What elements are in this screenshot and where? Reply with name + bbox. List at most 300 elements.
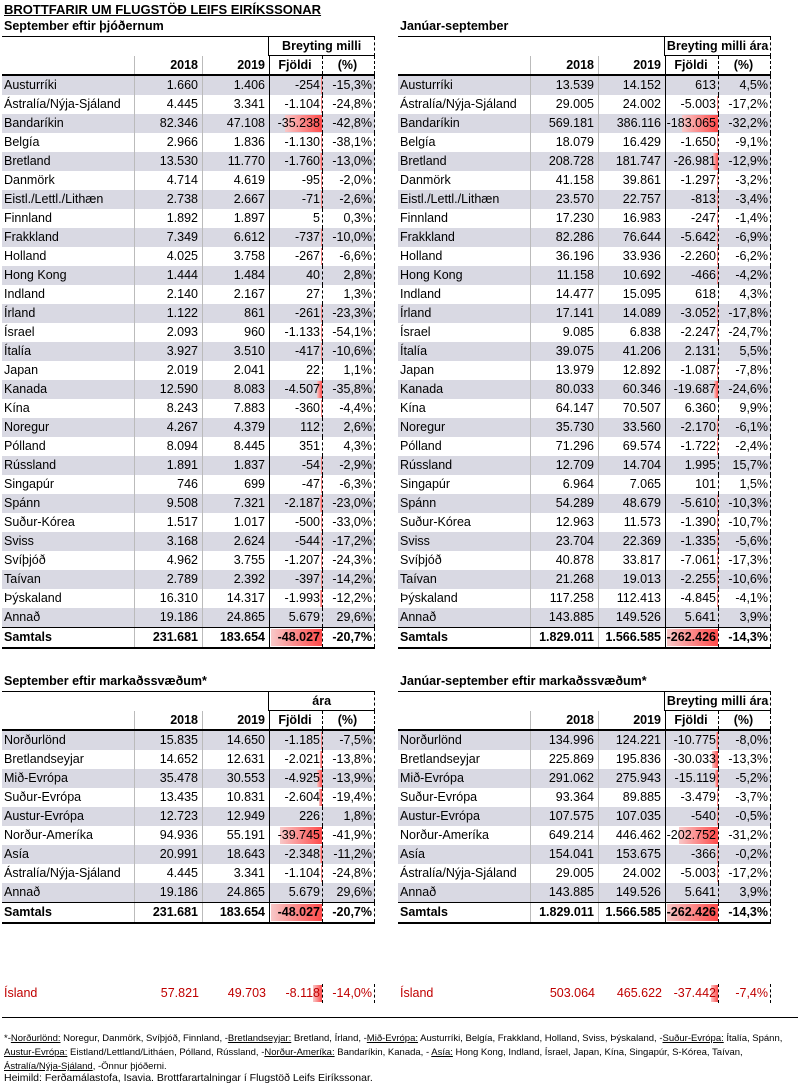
cell-name: Suður-Evrópa (2, 788, 135, 807)
cell-change-percent: -14,2% (323, 570, 375, 589)
cell-change-count-text: -35.238 (277, 116, 320, 130)
cell-value-2019: 699 (203, 475, 270, 494)
cell-change-bar (717, 305, 718, 322)
cell-name: Holland (398, 247, 531, 266)
cell-value-2019: 11.770 (203, 152, 270, 171)
cell-change-bar (717, 362, 718, 379)
cell-change-bar (717, 533, 718, 550)
table-row (2, 418, 375, 437)
cell-value-2019: 69.574 (599, 437, 666, 456)
cell-name: Ísrael (398, 323, 531, 342)
cell-value-2018: 14.477 (531, 285, 599, 304)
cell-value-2018: 94.936 (135, 826, 203, 845)
cell-change-bar (321, 172, 322, 189)
cell-value-2019: 124.221 (599, 731, 666, 750)
cell-name: Ástralía/Nýja-Sjáland (2, 864, 135, 883)
cell-name: Singapúr (2, 475, 135, 494)
cell-change-percent: 2,6% (323, 418, 375, 437)
cell-change-count (270, 570, 323, 589)
cell-value-2018: 154.041 (531, 845, 599, 864)
cell-change-bar (321, 134, 322, 151)
cell-change-bar (717, 191, 718, 208)
total-name: Samtals (2, 628, 135, 647)
table-row (2, 114, 375, 133)
cell-change-bar (320, 846, 322, 863)
cell-change-count (666, 114, 719, 133)
cell-value-2019: 7.883 (203, 399, 270, 418)
table-row (2, 589, 375, 608)
cell-name: Írland (2, 304, 135, 323)
header-2019: 2019 (203, 711, 270, 729)
cell-name: Þýskaland (398, 589, 531, 608)
cell-value-2019: 41.206 (599, 342, 666, 361)
cell-change-count-text: 2.131 (684, 344, 716, 358)
cell-value-2019: 6.838 (599, 323, 666, 342)
cell-change-count (666, 418, 719, 437)
cell-change-percent: 1,5% (719, 475, 771, 494)
cell-value-2018: 80.033 (531, 380, 599, 399)
cell-change-percent: -3,7% (719, 788, 771, 807)
cell-change-count (666, 152, 719, 171)
cell-change-percent: -2,0% (323, 171, 375, 190)
cell-value-2018: 143.885 (531, 608, 599, 627)
cell-change-bar (717, 789, 718, 806)
cell-change-count-text: -5.610 (680, 496, 716, 510)
cell-change-count (666, 750, 719, 769)
cell-value-2019: 149.526 (599, 883, 666, 902)
cell-change-count-text: -466 (690, 268, 716, 282)
cell-change-count-text: -813 (690, 192, 716, 206)
table-row (2, 769, 375, 788)
cell-change-percent: -24,8% (323, 95, 375, 114)
cell-change-bar (717, 419, 718, 436)
cell-name: Singapúr (398, 475, 531, 494)
cell-value-2019: 24.002 (599, 864, 666, 883)
cell-change-count (666, 845, 719, 864)
cell-change-percent: 4,5% (719, 76, 771, 95)
cell-value-2018: 20.991 (135, 845, 203, 864)
cell-name: Finnland (398, 209, 531, 228)
cell-value-2019: 960 (203, 323, 270, 342)
cell-value-2019: 22.369 (599, 532, 666, 551)
cell-value-2019: 6.612 (203, 228, 270, 247)
cell-value-2019: 33.936 (599, 247, 666, 266)
table-row (398, 361, 771, 380)
cell-change-count (270, 532, 323, 551)
cell-change-count (666, 807, 719, 826)
cell-name: Holland (2, 247, 135, 266)
cell-change-percent: 4,3% (323, 437, 375, 456)
cell-name: Asía (398, 845, 531, 864)
cell-value-2019: 1.484 (203, 266, 270, 285)
table-row (398, 589, 771, 608)
header-2018: 2018 (135, 711, 203, 729)
cell-change-count-text: -2.247 (680, 325, 716, 339)
header-group-row (398, 37, 771, 56)
cell-change-count (270, 380, 323, 399)
cell-change-count (270, 247, 323, 266)
cell-change-count-text: -2.255 (680, 572, 716, 586)
table-row (2, 266, 375, 285)
cell-name: Japan (2, 361, 135, 380)
cell-value-2019: 2.624 (203, 532, 270, 551)
cell-change-count (666, 864, 719, 883)
cell-change-count (270, 304, 323, 323)
cell-change-count-text: -540 (690, 809, 716, 823)
header-blank (398, 37, 665, 56)
cell-change-count-text: -1.760 (284, 154, 320, 168)
cell-change-percent: -12,2% (323, 589, 375, 608)
cell-value-2019: 16.983 (599, 209, 666, 228)
cell-change-percent: -17,2% (719, 864, 771, 883)
cell-change-count (666, 171, 719, 190)
cell-change-count-text: -360 (294, 401, 320, 415)
cell-change-bar (321, 77, 322, 94)
cell-value-2019: 7.065 (599, 475, 666, 494)
table-row (2, 190, 375, 209)
cell-change-percent: -10,6% (323, 342, 375, 361)
cell-value-2018: 2.019 (135, 361, 203, 380)
cell-name: Rússland (398, 456, 531, 475)
cell-name: Danmörk (398, 171, 531, 190)
cell-change-count (666, 570, 719, 589)
footnote-part: Bretland, Írland, - (291, 1033, 367, 1044)
cell-change-bar (717, 846, 718, 863)
cell-change-percent: -2,4% (719, 437, 771, 456)
cell-name: Spánn (2, 494, 135, 513)
cell-value-2019: 112.413 (599, 589, 666, 608)
cell-name: Mið-Evrópa (398, 769, 531, 788)
cell-name: Ísrael (2, 323, 135, 342)
cell-change-percent: 3,9% (719, 608, 771, 627)
cell-name: Eistl./Lettl./Lithæn (2, 190, 135, 209)
total-change-count (666, 903, 719, 922)
cell-value-2019: 39.861 (599, 171, 666, 190)
header-2018: 2018 (135, 56, 203, 74)
cell-change-count (666, 266, 719, 285)
cell-change-percent: 1,1% (323, 361, 375, 380)
header-count: Fjöldi (270, 56, 323, 74)
cell-value-2019: 2.041 (203, 361, 270, 380)
cell-value-2019: 8.445 (203, 437, 270, 456)
table-row (398, 133, 771, 152)
cell-change-percent: -24,3% (323, 551, 375, 570)
cell-change-bar (717, 324, 718, 341)
island-change-percent: -14,0% (323, 984, 375, 1003)
cell-change-count-text: -1.722 (680, 439, 716, 453)
cell-value-2018: 16.310 (135, 589, 203, 608)
cell-value-2018: 291.062 (531, 769, 599, 788)
cell-name: Þýskaland (2, 589, 135, 608)
cell-change-percent: -24,7% (719, 323, 771, 342)
cell-value-2018: 40.878 (531, 551, 599, 570)
cell-value-2018: 2.738 (135, 190, 203, 209)
cell-value-2018: 82.286 (531, 228, 599, 247)
cell-name: Ástralía/Nýja-Sjáland (2, 95, 135, 114)
cell-change-count (666, 494, 719, 513)
cell-change-percent: 3,9% (719, 883, 771, 902)
cell-value-2018: 7.349 (135, 228, 203, 247)
table-row (398, 190, 771, 209)
cell-value-2019: 1.837 (203, 456, 270, 475)
cell-value-2018: 39.075 (531, 342, 599, 361)
total-change-count-text: -48.027 (277, 630, 320, 644)
cell-name: Bandaríkin (2, 114, 135, 133)
cell-change-count (666, 513, 719, 532)
cell-change-count (666, 589, 719, 608)
cell-change-count-text: -1.133 (284, 325, 320, 339)
cell-value-2019: 1.897 (203, 209, 270, 228)
cell-change-percent: -5,2% (719, 769, 771, 788)
cell-change-count-text: -2.021 (284, 752, 320, 766)
cell-change-count-text: -7.061 (680, 553, 716, 567)
source-note: Heimild: Ferðamálastofa, Isavia. Brottfarartalningar í Flugstöð Leifs Eiríkssonar. (4, 1072, 373, 1084)
cell-value-2019: 14.089 (599, 304, 666, 323)
table-row (398, 532, 771, 551)
cell-value-2018: 4.445 (135, 95, 203, 114)
header-2018: 2018 (531, 56, 599, 74)
table-row (2, 845, 375, 864)
cell-value-2019: 3.341 (203, 864, 270, 883)
table-row (2, 247, 375, 266)
cell-change-bar (717, 590, 718, 607)
table-row (2, 323, 375, 342)
cell-name: Hong Kong (398, 266, 531, 285)
total-change-count-text: -262.426 (666, 905, 716, 919)
header-blank (398, 692, 665, 711)
total-name: Samtals (2, 903, 135, 922)
cell-change-count-text: -202.752 (666, 828, 716, 842)
header-row (2, 711, 375, 731)
cell-value-2018: 1.122 (135, 304, 203, 323)
cell-change-count-text: -267 (294, 249, 320, 263)
cell-change-count (666, 456, 719, 475)
island-change-count-text: -37.442 (673, 986, 716, 1000)
cell-value-2019: 12.949 (203, 807, 270, 826)
cell-value-2019: 4.379 (203, 418, 270, 437)
cell-change-bar (321, 191, 322, 208)
cell-change-percent: -7,5% (323, 731, 375, 750)
total-value-2019: 1.566.585 (599, 628, 666, 647)
cell-change-count-text: -2.260 (680, 249, 716, 263)
table-row (398, 750, 771, 769)
cell-change-count-text: -2.187 (284, 496, 320, 510)
cell-change-count (666, 475, 719, 494)
cell-value-2018: 21.268 (531, 570, 599, 589)
header-percent: (%) (719, 56, 771, 74)
header-group-row (2, 692, 375, 711)
cell-change-count-text: 226 (299, 809, 320, 823)
cell-value-2018: 12.723 (135, 807, 203, 826)
cell-name: Pólland (2, 437, 135, 456)
cell-change-count-text: 5.641 (684, 885, 716, 899)
header-name (398, 56, 531, 74)
table-row (2, 750, 375, 769)
cell-name: Bretlandseyjar (2, 750, 135, 769)
cell-change-count-text: -417 (294, 344, 320, 358)
island-value-2018: 57.821 (160, 986, 199, 1000)
header-blank (2, 692, 269, 711)
footnote-part: Bandaríkin, Kanada, - (334, 1047, 432, 1058)
table-row (2, 513, 375, 532)
cell-change-count (270, 228, 323, 247)
cell-change-percent: -35,8% (323, 380, 375, 399)
footnote-part: Bretlandseyjar: (227, 1033, 292, 1044)
cell-name: Asía (2, 845, 135, 864)
table-row (398, 608, 771, 627)
cell-change-bar (321, 476, 322, 493)
table-row (2, 285, 375, 304)
cell-value-2019: 10.831 (203, 788, 270, 807)
cell-name: Ítalía (2, 342, 135, 361)
cell-change-count (666, 399, 719, 418)
cell-change-count (270, 399, 323, 418)
cell-value-2018: 225.869 (531, 750, 599, 769)
cell-change-bar (321, 248, 322, 265)
cell-name: Norður-Ameríka (2, 826, 135, 845)
table-row (2, 437, 375, 456)
cell-change-count (666, 95, 719, 114)
table-row (398, 513, 771, 532)
cell-value-2018: 134.996 (531, 731, 599, 750)
cell-change-count-text: 5.679 (288, 610, 320, 624)
cell-value-2019: 18.643 (203, 845, 270, 864)
cell-change-count-text: -3.052 (680, 306, 716, 320)
cell-value-2018: 746 (135, 475, 203, 494)
cell-name: Svíþjóð (2, 551, 135, 570)
total-row (2, 627, 375, 649)
cell-name: Svíþjóð (398, 551, 531, 570)
cell-change-count (270, 845, 323, 864)
cell-change-count-text: -15.119 (674, 771, 716, 785)
cell-change-bar (717, 134, 718, 151)
cell-name: Sviss (398, 532, 531, 551)
cell-value-2019: 2.167 (203, 285, 270, 304)
cell-change-bar (320, 590, 322, 607)
island-value-2019: 465.622 (616, 986, 662, 1000)
total-change-count-text: -262.426 (666, 630, 716, 644)
cell-value-2018: 2.093 (135, 323, 203, 342)
cell-change-count (666, 608, 719, 627)
cell-change-percent: -15,3% (323, 76, 375, 95)
total-row (2, 902, 375, 924)
cell-value-2018: 17.230 (531, 209, 599, 228)
cell-change-percent: -10,6% (719, 570, 771, 589)
cell-change-count (666, 190, 719, 209)
footnote-part: , -Önnur þjóðerni. (92, 1061, 167, 1072)
cell-name: Suður-Evrópa (398, 788, 531, 807)
cell-change-count-text: -5.003 (680, 97, 716, 111)
footnote-part: Austurríki, Belgía, Frakkland, Holland, Sviss, Þýskaland, - (418, 1033, 663, 1044)
header-row (2, 56, 375, 76)
header-row (398, 56, 771, 76)
cell-value-2019: 60.346 (599, 380, 666, 399)
cell-change-bar (321, 732, 322, 749)
cell-change-count (270, 266, 323, 285)
total-value-2018: 1.829.011 (531, 903, 599, 922)
cell-change-count-text: -26.981 (673, 154, 716, 168)
header-percent: (%) (719, 711, 771, 729)
cell-change-percent: -12,9% (719, 152, 771, 171)
table-row (2, 883, 375, 902)
cell-value-2019: 10.692 (599, 266, 666, 285)
cell-value-2018: 11.158 (531, 266, 599, 285)
cell-change-count-text: -54 (301, 458, 320, 472)
cell-change-count-text: -1.185 (284, 733, 320, 747)
table-row (398, 114, 771, 133)
cell-change-count-text: -71 (301, 192, 320, 206)
cell-value-2018: 1.891 (135, 456, 203, 475)
cell-change-bar (321, 552, 322, 569)
cell-value-2019: 14.152 (599, 76, 666, 95)
cell-name: Bretlandseyjar (398, 750, 531, 769)
cell-value-2018: 19.186 (135, 608, 203, 627)
header-name (2, 711, 135, 729)
header-row (398, 711, 771, 731)
cell-change-count (270, 475, 323, 494)
cell-change-percent: -4,2% (719, 266, 771, 285)
cell-change-bar (321, 324, 322, 341)
total-name: Samtals (398, 628, 531, 647)
cell-value-2018: 1.892 (135, 209, 203, 228)
cell-change-percent: -13,0% (323, 152, 375, 171)
cell-value-2019: 14.650 (203, 731, 270, 750)
cell-change-count-text: 5.679 (288, 885, 320, 899)
cell-value-2019: 107.035 (599, 807, 666, 826)
cell-change-percent: -9,1% (719, 133, 771, 152)
cell-change-count-text: -5.003 (680, 866, 716, 880)
cell-change-count-text: 22 (306, 363, 320, 377)
cell-change-percent: -3,2% (719, 171, 771, 190)
cell-name: Noregur (398, 418, 531, 437)
cell-value-2018: 8.094 (135, 437, 203, 456)
table-row (398, 152, 771, 171)
table-row (2, 342, 375, 361)
cell-change-count (270, 190, 323, 209)
cell-change-percent: -6,1% (719, 418, 771, 437)
cell-change-percent: 15,7% (719, 456, 771, 475)
cell-change-percent: -13,9% (323, 769, 375, 788)
cell-change-percent: -4,4% (323, 399, 375, 418)
cell-change-bar (321, 96, 322, 113)
cell-change-percent: -23,3% (323, 304, 375, 323)
cell-change-count (666, 247, 719, 266)
cell-value-2018: 17.141 (531, 304, 599, 323)
cell-change-percent: -2,6% (323, 190, 375, 209)
panel-title: September eftir þjóðernum (2, 17, 375, 37)
header-count: Fjöldi (666, 711, 719, 729)
cell-value-2019: 1.836 (203, 133, 270, 152)
cell-value-2019: 3.758 (203, 247, 270, 266)
island-name: Ísland (4, 986, 38, 1000)
table-row (398, 570, 771, 589)
table-row (2, 807, 375, 826)
table-row (398, 456, 771, 475)
cell-value-2018: 9.085 (531, 323, 599, 342)
cell-change-count-text: -1.993 (284, 591, 320, 605)
cell-value-2018: 569.181 (531, 114, 599, 133)
table-row (2, 399, 375, 418)
cell-change-count (270, 361, 323, 380)
cell-name: Bandaríkin (398, 114, 531, 133)
cell-name: Kanada (398, 380, 531, 399)
cell-change-count (270, 864, 323, 883)
island-row-september (2, 984, 375, 1003)
table-row (398, 266, 771, 285)
cell-change-percent: -42,8% (323, 114, 375, 133)
cell-change-percent: 29,6% (323, 883, 375, 902)
cell-value-2019: 181.747 (599, 152, 666, 171)
